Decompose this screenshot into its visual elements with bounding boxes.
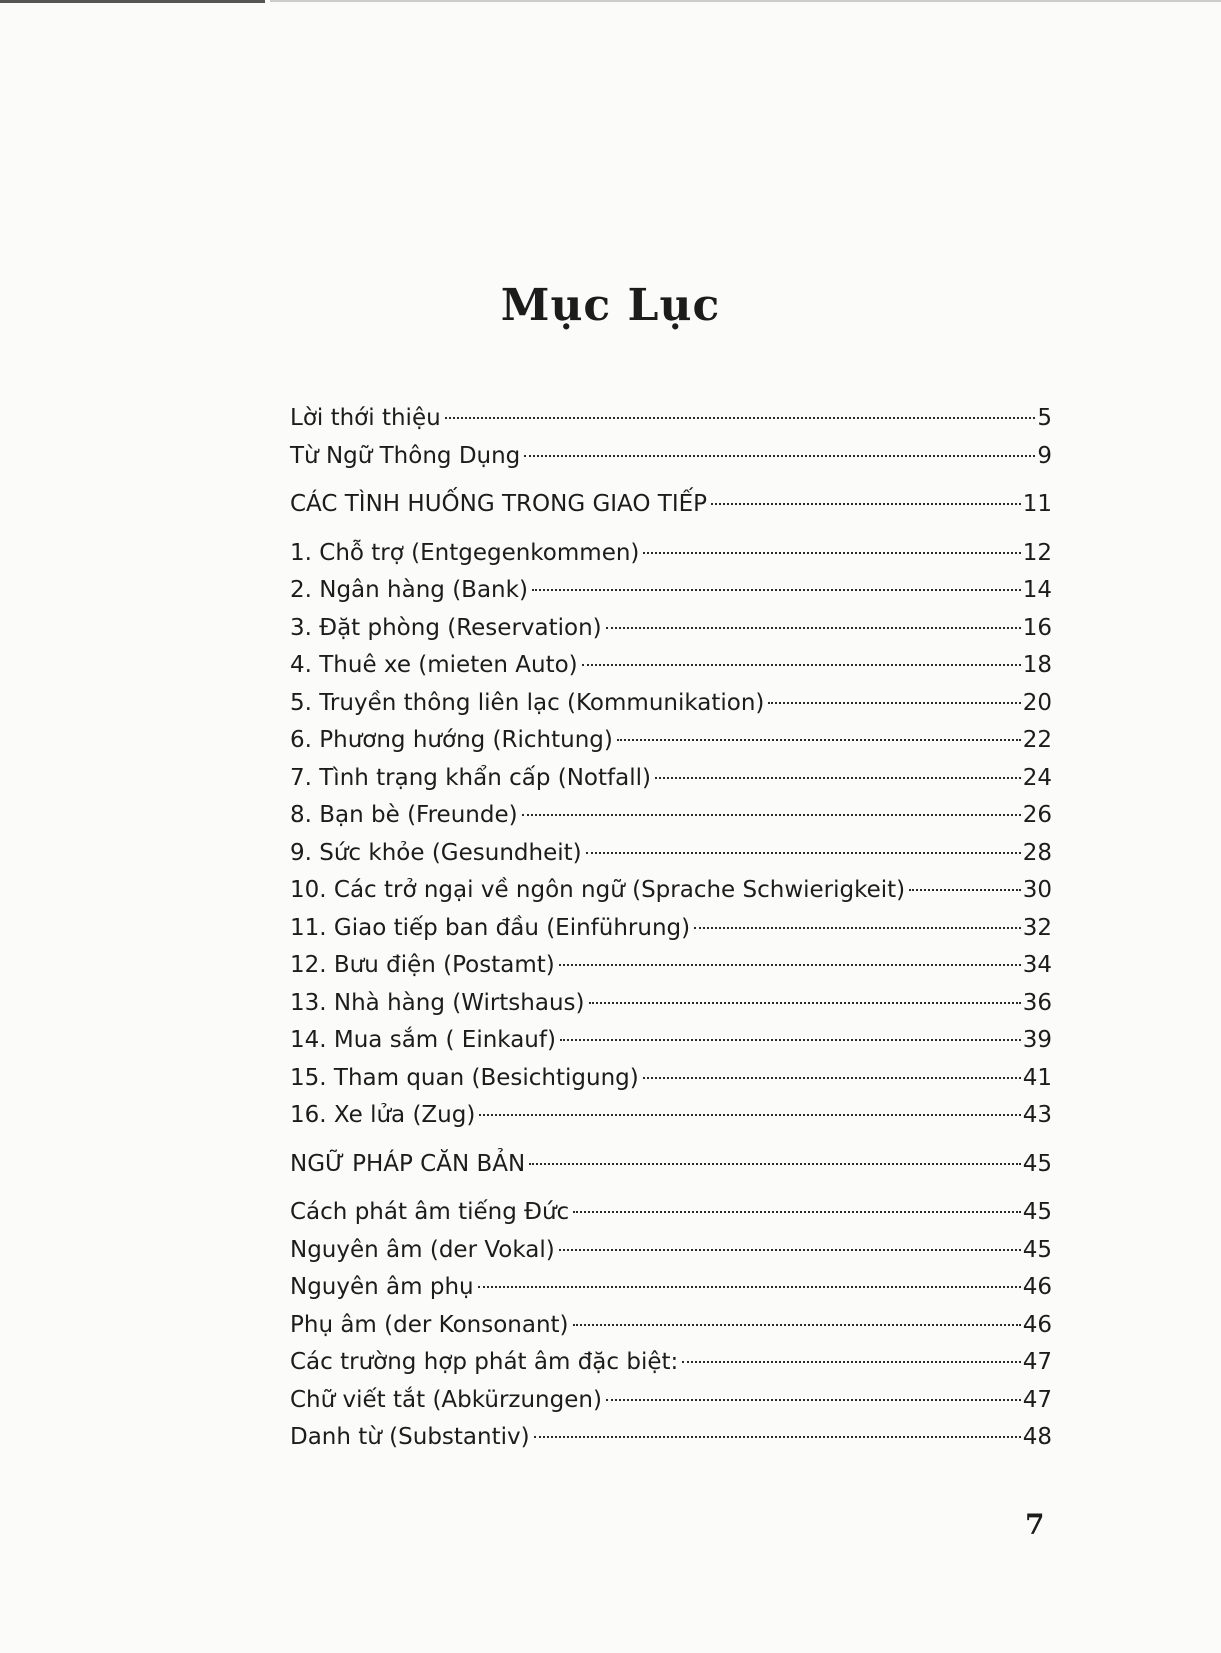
- toc-entry[interactable]: [290, 760, 1052, 798]
- toc-entry[interactable]: [290, 797, 1052, 835]
- dot-leader: [655, 777, 1021, 779]
- toc-entry-page: 5: [1037, 405, 1052, 431]
- toc-entry-page: 34: [1022, 952, 1052, 978]
- toc-entry[interactable]: [290, 1097, 1052, 1135]
- toc-entry[interactable]: [290, 1060, 1052, 1098]
- toc-entry[interactable]: [290, 1344, 1052, 1382]
- toc-entry-label: Nguyên âm phụ: [290, 1274, 474, 1300]
- toc-entry-label: Chữ viết tắt (Abkürzungen): [290, 1386, 602, 1413]
- toc-entry-page: 48: [1022, 1424, 1052, 1450]
- toc-entry-page: 41: [1022, 1064, 1052, 1091]
- toc-entry-page: 36: [1022, 989, 1052, 1016]
- toc-entry-page: 20: [1022, 689, 1052, 716]
- dot-leader: [768, 702, 1020, 704]
- toc-entry-label: 2. Ngân hàng (Bank): [290, 577, 528, 603]
- page-title: Mục Lục: [500, 280, 721, 331]
- toc-entry-page: 22: [1022, 727, 1052, 753]
- toc-entry-label: 3. Đặt phòng (Reservation): [290, 614, 602, 641]
- dot-leader: [445, 417, 1036, 419]
- dot-leader: [909, 889, 1021, 891]
- toc-entry-label: 1. Chỗ trợ (Entgegenkommen): [290, 539, 640, 566]
- toc-entry[interactable]: [290, 1419, 1052, 1457]
- toc-entry[interactable]: [290, 685, 1052, 723]
- top-rule-faint: [270, 0, 1221, 2]
- toc-entry-label: Danh từ (Substantiv): [290, 1424, 530, 1450]
- toc-entry-label: 10. Các trở ngại về ngôn ngữ (Sprache Schwierigkeit): [290, 877, 906, 903]
- toc-entry-page: 43: [1022, 1102, 1052, 1128]
- toc-entry[interactable]: [290, 985, 1052, 1023]
- toc-entry-page: 30: [1022, 877, 1052, 903]
- toc-entry-label: Các trường hợp phát âm đặc biệt:: [290, 1349, 679, 1375]
- dot-leader: [694, 927, 1021, 929]
- dot-leader: [478, 1286, 1021, 1288]
- toc-entry-label: Cách phát âm tiếng Đức: [290, 1199, 570, 1225]
- toc-entry[interactable]: [290, 1269, 1052, 1307]
- dot-leader: [573, 1324, 1021, 1326]
- toc-entry-label: 12. Bưu điện (Postamt): [290, 952, 555, 978]
- toc-entry[interactable]: [290, 910, 1052, 948]
- dot-leader: [534, 1436, 1021, 1438]
- dot-leader: [524, 455, 1035, 457]
- dot-leader: [529, 1163, 1021, 1165]
- toc-entry-page: 16: [1022, 614, 1052, 641]
- dot-leader: [573, 1211, 1021, 1213]
- top-rule: [0, 0, 265, 3]
- toc-entry-page: 28: [1022, 839, 1052, 866]
- toc-entry[interactable]: [290, 400, 1052, 438]
- dot-leader: [643, 552, 1020, 554]
- dot-leader: [617, 739, 1021, 741]
- dot-leader: [711, 503, 1021, 505]
- toc-entry-page: 45: [1022, 1199, 1052, 1225]
- toc-entry-page: 45: [1022, 1150, 1052, 1177]
- dot-leader: [582, 664, 1021, 666]
- dot-leader: [560, 1039, 1021, 1041]
- toc-entry[interactable]: [290, 1382, 1052, 1420]
- toc-entry-page: 47: [1022, 1349, 1052, 1375]
- toc-entry-label: 9. Sức khỏe (Gesundheit): [290, 839, 582, 866]
- page-number: 7: [1025, 1508, 1045, 1541]
- toc-entry-label: Lời thới thiệu: [290, 405, 441, 431]
- toc-entry-page: 39: [1022, 1027, 1052, 1053]
- toc-entry-label: 15. Tham quan (Besichtigung): [290, 1064, 639, 1091]
- toc-entry[interactable]: [290, 438, 1052, 476]
- toc-entry[interactable]: [290, 947, 1052, 985]
- dot-leader: [532, 589, 1021, 591]
- toc-entry-label: 14. Mua sắm ( Einkauf): [290, 1027, 556, 1053]
- toc-entry[interactable]: [290, 722, 1052, 760]
- toc-entry-label: CÁC TÌNH HUỐNG TRONG GIAO TIẾP: [290, 491, 708, 517]
- dot-leader: [606, 1399, 1021, 1401]
- toc-entry-label: Nguyên âm (der Vokal): [290, 1236, 555, 1263]
- toc-entry-page: 18: [1022, 652, 1052, 678]
- toc-entry-page: 46: [1022, 1274, 1052, 1300]
- toc-entry-label: 11. Giao tiếp ban đầu (Einführung): [290, 914, 691, 941]
- toc-entry-page: 46: [1022, 1311, 1052, 1338]
- dot-leader: [643, 1077, 1021, 1079]
- toc-entry[interactable]: [290, 572, 1052, 610]
- toc-entry-label: Phụ âm (der Konsonant): [290, 1311, 569, 1338]
- toc-entry-page: 45: [1022, 1236, 1052, 1263]
- dot-leader: [522, 814, 1021, 816]
- toc-entry-label: 7. Tình trạng khẩn cấp (Notfall): [290, 764, 651, 791]
- toc-entry-page: 26: [1022, 802, 1052, 828]
- toc-entry[interactable]: [290, 647, 1052, 685]
- toc-entry-page: 12: [1022, 539, 1052, 566]
- toc-entry-label: NGỮ PHÁP CĂN BẢN: [290, 1150, 526, 1177]
- toc-entry-label: 6. Phương hướng (Richtung): [290, 727, 613, 753]
- dot-leader: [606, 627, 1021, 629]
- toc-entry-label: 4. Thuê xe (mieten Auto): [290, 652, 578, 678]
- toc-entry[interactable]: [290, 535, 1052, 573]
- toc-entry[interactable]: [290, 835, 1052, 873]
- toc-entry[interactable]: [290, 1194, 1052, 1232]
- toc-entry-page: 24: [1022, 764, 1052, 791]
- toc-entry-label: Từ Ngữ Thông Dụng: [290, 442, 521, 469]
- dot-leader: [479, 1114, 1020, 1116]
- dot-leader: [586, 852, 1021, 854]
- toc-entry-page: 14: [1022, 577, 1052, 603]
- toc-entry-page: 11: [1022, 491, 1052, 517]
- toc-section-heading[interactable]: [290, 486, 1052, 524]
- dot-leader: [559, 1249, 1021, 1251]
- toc-entry[interactable]: [290, 1307, 1052, 1345]
- dot-leader: [559, 964, 1021, 966]
- toc-entry-label: 8. Bạn bè (Freunde): [290, 802, 518, 828]
- toc-entry[interactable]: [290, 872, 1052, 910]
- toc-entry-label: 13. Nhà hàng (Wirtshaus): [290, 989, 585, 1016]
- toc-section-heading[interactable]: [290, 1146, 1052, 1184]
- dot-leader: [589, 1002, 1021, 1004]
- toc-entry-label: 16. Xe lửa (Zug): [290, 1102, 476, 1128]
- table-of-contents: [290, 400, 1052, 1457]
- toc-entry-page: 32: [1022, 914, 1052, 941]
- toc-entry-label: 5. Truyền thông liên lạc (Kommunikation): [290, 689, 765, 716]
- toc-entry[interactable]: [290, 1022, 1052, 1060]
- toc-entry-page: 9: [1037, 442, 1052, 469]
- toc-entry[interactable]: [290, 610, 1052, 648]
- dot-leader: [682, 1361, 1020, 1363]
- toc-entry-page: 47: [1022, 1386, 1052, 1413]
- toc-entry[interactable]: [290, 1232, 1052, 1270]
